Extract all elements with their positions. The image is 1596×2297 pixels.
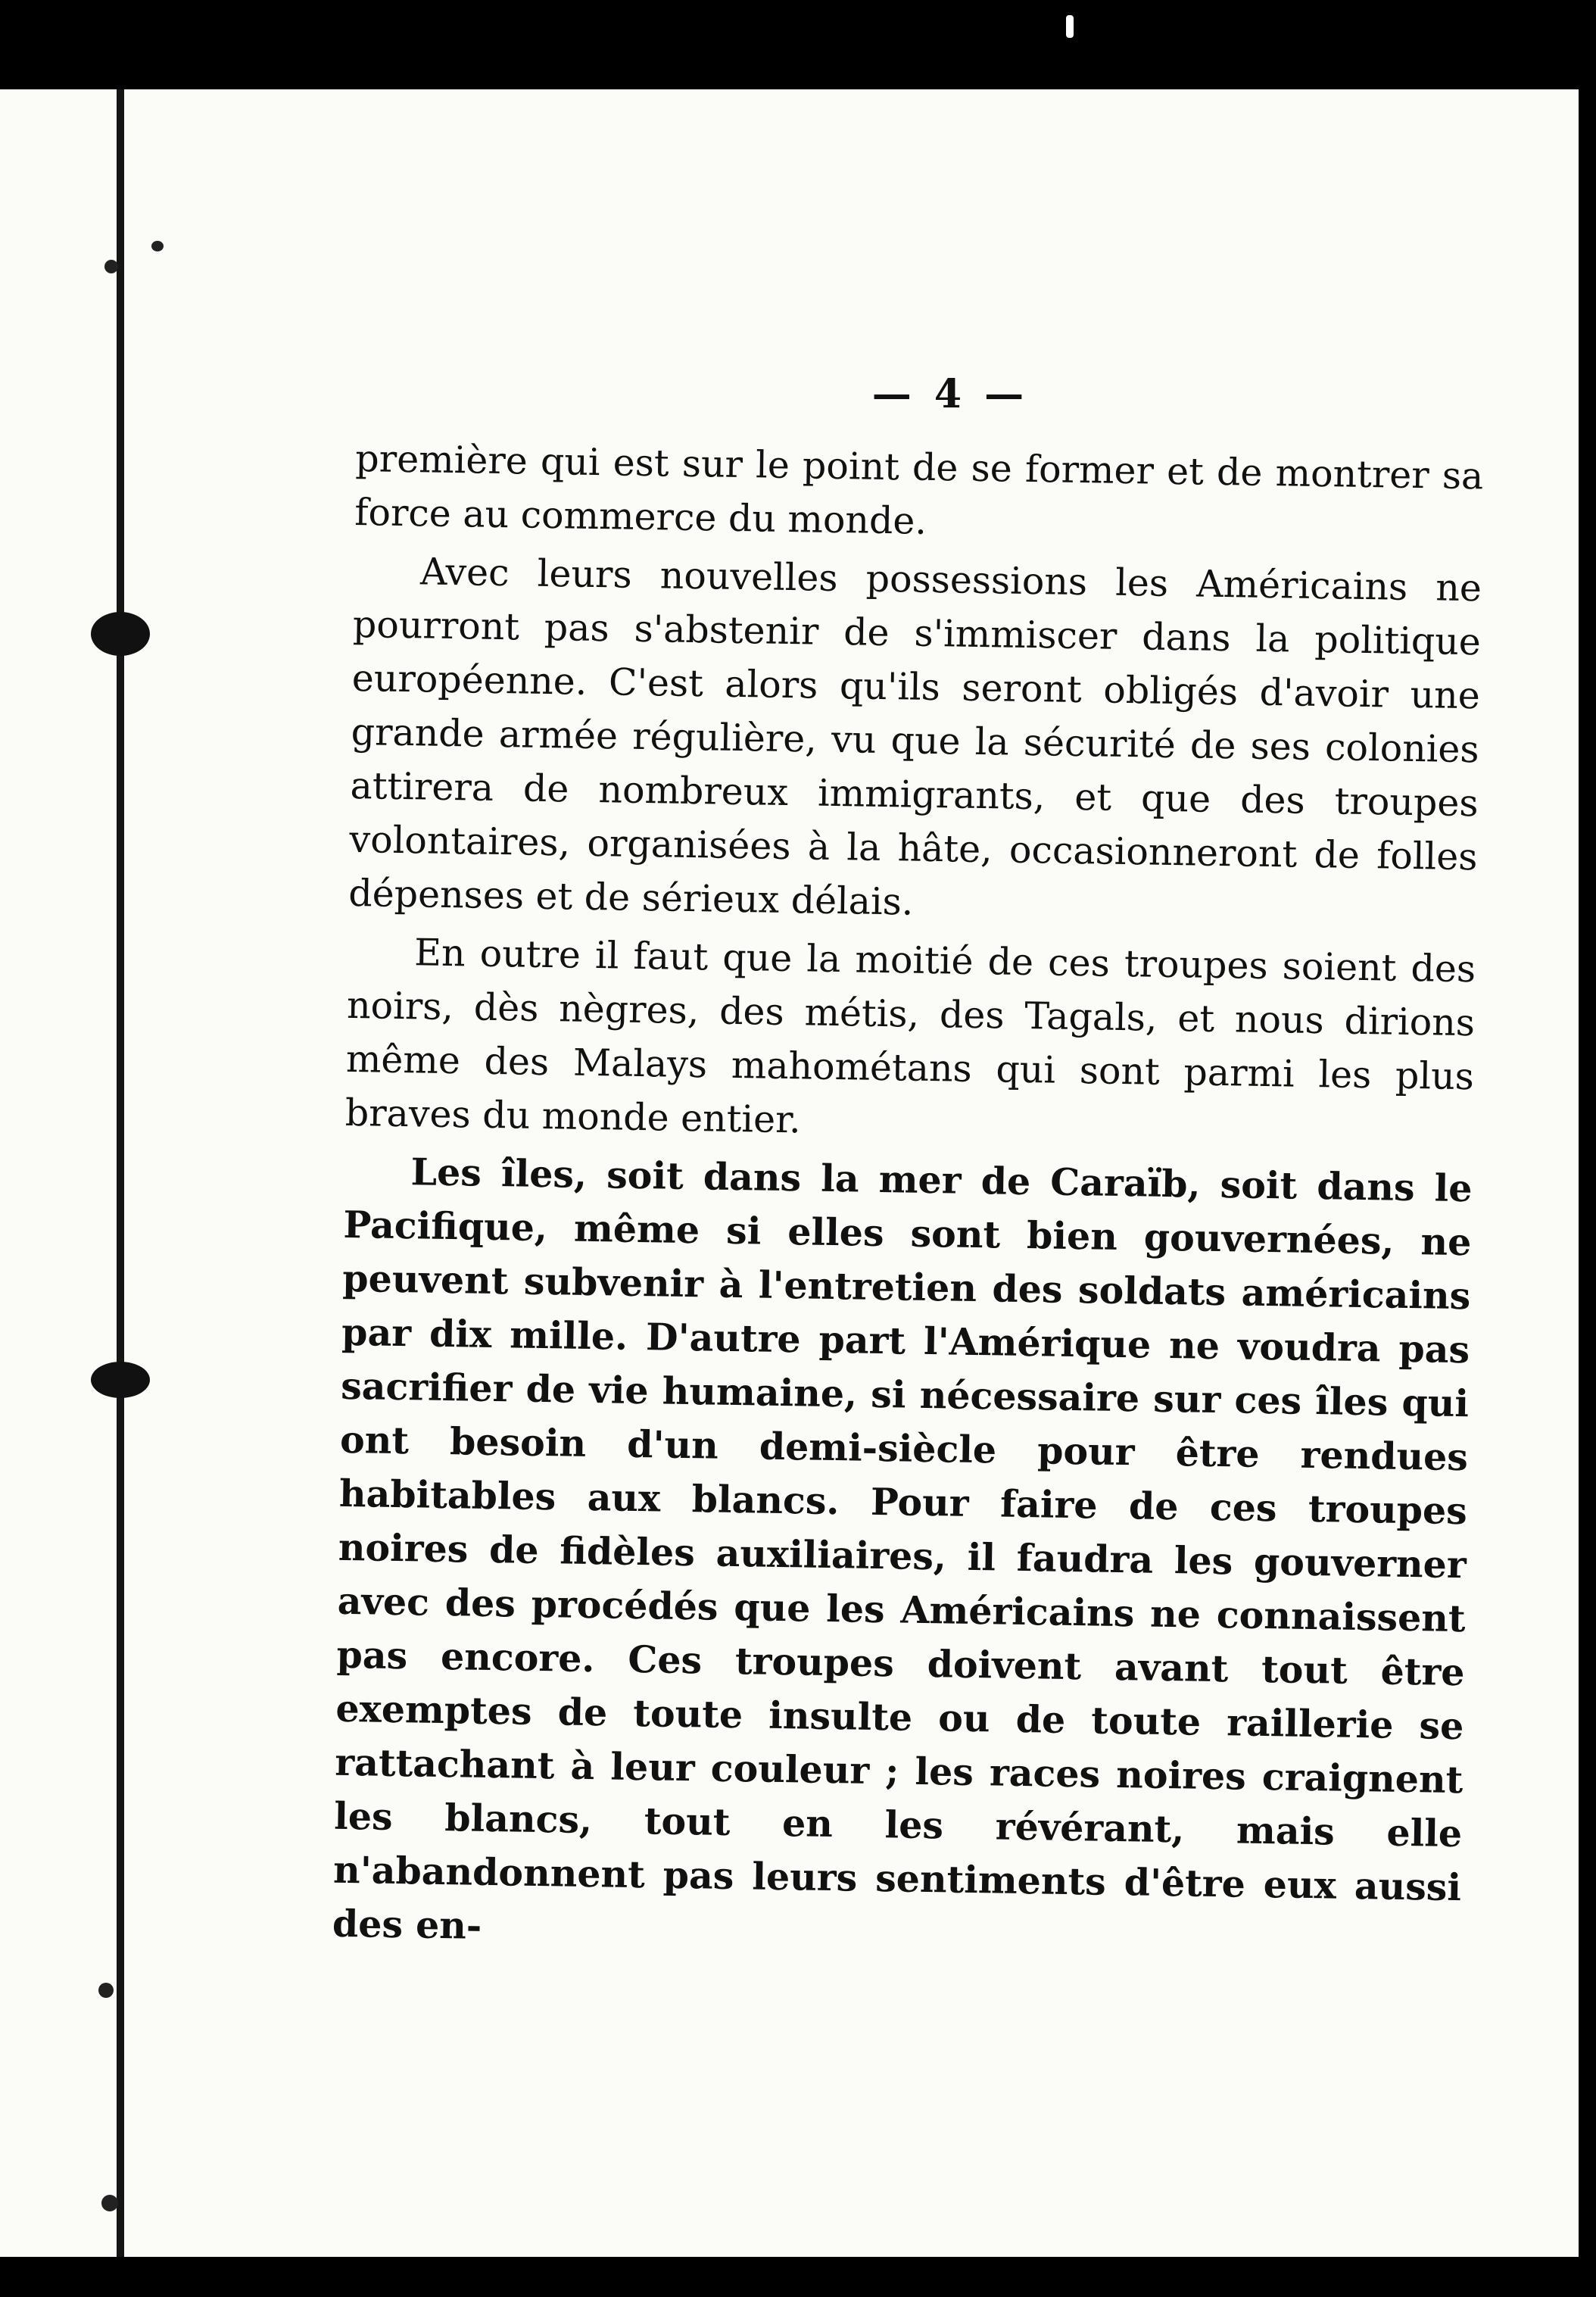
binding-speck [104, 260, 118, 273]
paragraph: Les îles, soit dans la mer de Caraïb, soit dans le Pacifique, même si elles sont bien gouvernées, ne peuvent subvenir à l'entretien des soldats américains par dix mille. D'autre part l'Amérique ne voudra pas sacrifier de vie humaine, si nécessaire sur ces îles qui ont besoin d'un demi-siècle pour être rendues habitables aux blancs. Pour faire de ces troupes noires de fidèles auxiliaires, il faudra les gouverner avec des procédés que les Américains ne connaissent pas encore. Ces troupes doivent avant tout être exemptes de toute insulte ou de toute raillerie se rattachant à leur couleur ; les races noires craignent les blancs, tout en les révérant, mais elle n'abandonnent pas leurs sentiments d'être eux aussi des en- [332, 1150, 1473, 1948]
binding-speck [151, 241, 164, 251]
page-binding [106, 89, 135, 2257]
paragraph: première qui est sur le point de se former et de montrer sa force au commerce du monde. [354, 436, 1484, 543]
binding-thread [117, 89, 124, 2257]
binding-speck [98, 1983, 114, 1998]
paragraph: Avec leurs nouvelles possessions les Américains ne pourront pas s'abstenir de s'immiscer dans la politique européenne. C'est alors qu'ils seront obligés d'avoir une grande armée régulière, vu que la sécurité de ses colonies attirera de nombreux immigrants, et que des troupes volontaires, organisées à la hâte, occasionneront de folles dépenses et de sérieux délais. [348, 550, 1482, 924]
paragraph: En outre il faut que la moitié de ces troupes soient des noirs, dès nègres, des métis, des Tagals, et nous dirions même des Malays mahométans qui sont parmi les plus braves du monde entier. [344, 931, 1476, 1142]
binding-speck [101, 2195, 118, 2211]
scan-edge-mark [1066, 15, 1074, 38]
body-text [332, 432, 1483, 1973]
binding-knot [91, 1362, 150, 1398]
page-number: — 4 — [871, 371, 1029, 417]
binding-knot [91, 612, 150, 656]
